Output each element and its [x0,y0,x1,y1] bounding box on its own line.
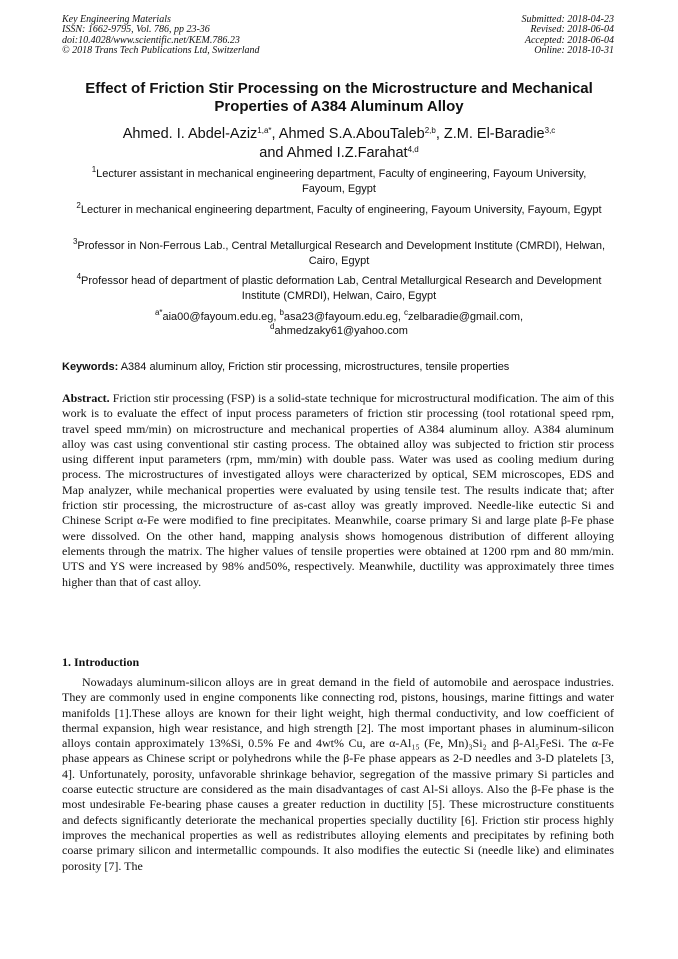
paper-title: Effect of Friction Stir Processing on the Microstructure and Mechanical Properties of A384 Aluminum Alloy [85,80,593,115]
affiliation-3: $^3$Professor in Non-Ferrous Lab., Central Metallurgical Research and Development Institute (CMRDI), Helwan, Cairo, Egypt [72,237,606,267]
abstract-label: Abstract. [62,391,110,405]
copyright: © 2018 Trans Tech Publications Ltd, Switzerland [62,45,260,57]
author-name: Ahmed S.A.AbouTaleb [278,126,425,142]
author-affiliation-mark: 3,c [544,126,556,135]
keywords-label: Keywords: [62,361,119,373]
author-list: Ahmed. I. Abdel-Aziz$^{1,a*}$, Ahmed S.A.AbouTaleb$^{2,b}$, Z.M. El-Baradie$^{3,c}$ and Ahmed I.Z.Farahat$^{4,d}$ [122,126,556,161]
revised-date: Revised: 2018-06-04 [530,24,614,36]
author-affiliation-mark: 2,b [424,126,436,135]
author-affiliation-mark: 1,a* [257,126,272,135]
abstract-text: Friction stir processing (FSP) is a solid-state technique for microstructural modification. The aim of this work is to evaluate the effect of input process parameters of friction stir processing (tool rotational speed rpm, travel speed mm/min) on microstructure and mechanical properties of A384 aluminum alloy. A384 aluminum alloy was cast using conventional stir casting process. The obtained alloy was subjected to friction stir process using different input parameters (rpm, mm/min) with double pass. Water was used as cooling medium during process. The microstructures of investigated alloys were characterized by optical, SEM microscopes, EDS and Map analyzer, while mechanical properties were evaluated by using tensile test. The results indicate that; after friction stir processing, the microstructure of as-cast alloy was greatly improved. Needle-like eutectic Si and Chinese Script α-Fe were modified to fine precipitates. Meanwhile, coarse primary Si and large plate β-Fe phase were dissolved. On the other hand, mapping analysis shows homogenous distribution of different alloying elements through the matrix. The higher values of tensile properties were obtained at 1200 rpm and 80 mm/min. UTS and YS were increased by 98% and50%, respectively. Meanwhile, ductility was approximately three times higher than that of cast alloy. [62,391,614,589]
author-name: Ahmed I.Z.Farahat [286,145,408,161]
section-heading: 1. Introduction [62,655,140,669]
abstract [62,391,614,590]
keywords-text: A384 aluminum alloy, Friction stir processing, microstructures, tensile properties [118,361,510,373]
submitted-date: Submitted: 2018-04-23 [521,14,614,25]
dates-header [522,15,615,57]
email-link[interactable]: ahmedzaky61@yahoo.com [274,325,408,337]
accepted-date: Accepted: 2018-06-04 [524,34,614,46]
affiliation-4: $^4$Professor head of department of plastic deformation Lab, Central Metallurgical Research and Development Institute (CMRDI), Helwan, Cairo, Egypt [76,272,602,302]
online-date: Online: 2018-10-31 [534,45,614,57]
author-emails: $^{a*}$aia00@fayoum.edu.eg, $^b$asa23@fayoum.edu.eg, $^c$zelbaradie@gmail.com, $^d$ahmedzaky61@yahoo.com [154,308,524,337]
email-link[interactable]: aia00@fayoum.edu.eg, [162,311,280,323]
issn: ISSN: 1662-9795, Vol. 786, pp 23-36 [62,24,210,36]
affiliation-2: $^2$Lecturer in mechanical engineering department, Faculty of engineering, Fayoum University, Fayoum, Egypt [76,201,602,216]
doi: doi:10.4028/www.scientific.net/KEM.786.23 [62,34,240,46]
author-name: Z.M. El-Baradie [443,126,545,142]
affiliation-1: $^1$Lecturer assistant in mechanical engineering department, Faculty of engineering, Fayoum University, Fayoum, Egypt [91,165,587,195]
journal-name: Key Engineering Materials [62,14,171,25]
email-link[interactable]: asa23@fayoum.edu.eg, [283,311,404,323]
keywords [62,360,618,374]
author-affiliation-mark: 4,d [407,145,419,154]
journal-header [62,15,260,57]
author-name: Ahmed. I. Abdel-Aziz [122,126,258,142]
email-link[interactable]: zelbaradie@gmail.com, [407,311,524,323]
introduction-paragraph: Nowadays aluminum-silicon alloys are in great demand in the field of automobile and aerospace industries. They are commonly used in engine components like connecting rod, pistons, housings, marine fittings and water manifolds [1].These alloys are known for their light weight, high thermal conductivity, and low coefficient of thermal expansion, high wear resistance, and high strength [2]. The most important phases in aluminum-silicon alloys contain approximately 13%Si, 0.5% Fe and 4wt% Cu, are α-Al₁₅ (Fe, Mn)₃Si₂ and β-Al₅FeSi. The α-Fe phase appears as Chinese script or polyhedrons while the β-Fe phase appears as 2-D needles and 3-D platelets [3, 4]. Unfortunately, porosity, unfavorable shrinkage behavior, segregation of the massive primary Si particles and coarse eutectic structure are considered as the main disadvantages of cast Al-Si alloys. Also the β-Fe phase is the most undesirable Fe-bearing phase causes a greater reduction in ductility [5]. These microstructure constituents and defects significantly deteriorate the mechanical properties specially ductility [6]. Friction stir process highly improves the mechanical properties as well as redistributes alloying elements and precipitates by refining both coarse primary silicon and intermetallic compounds. It also modifies the eutectic Si (needle like) and eliminates porosity [7]. The [62,675,614,873]
